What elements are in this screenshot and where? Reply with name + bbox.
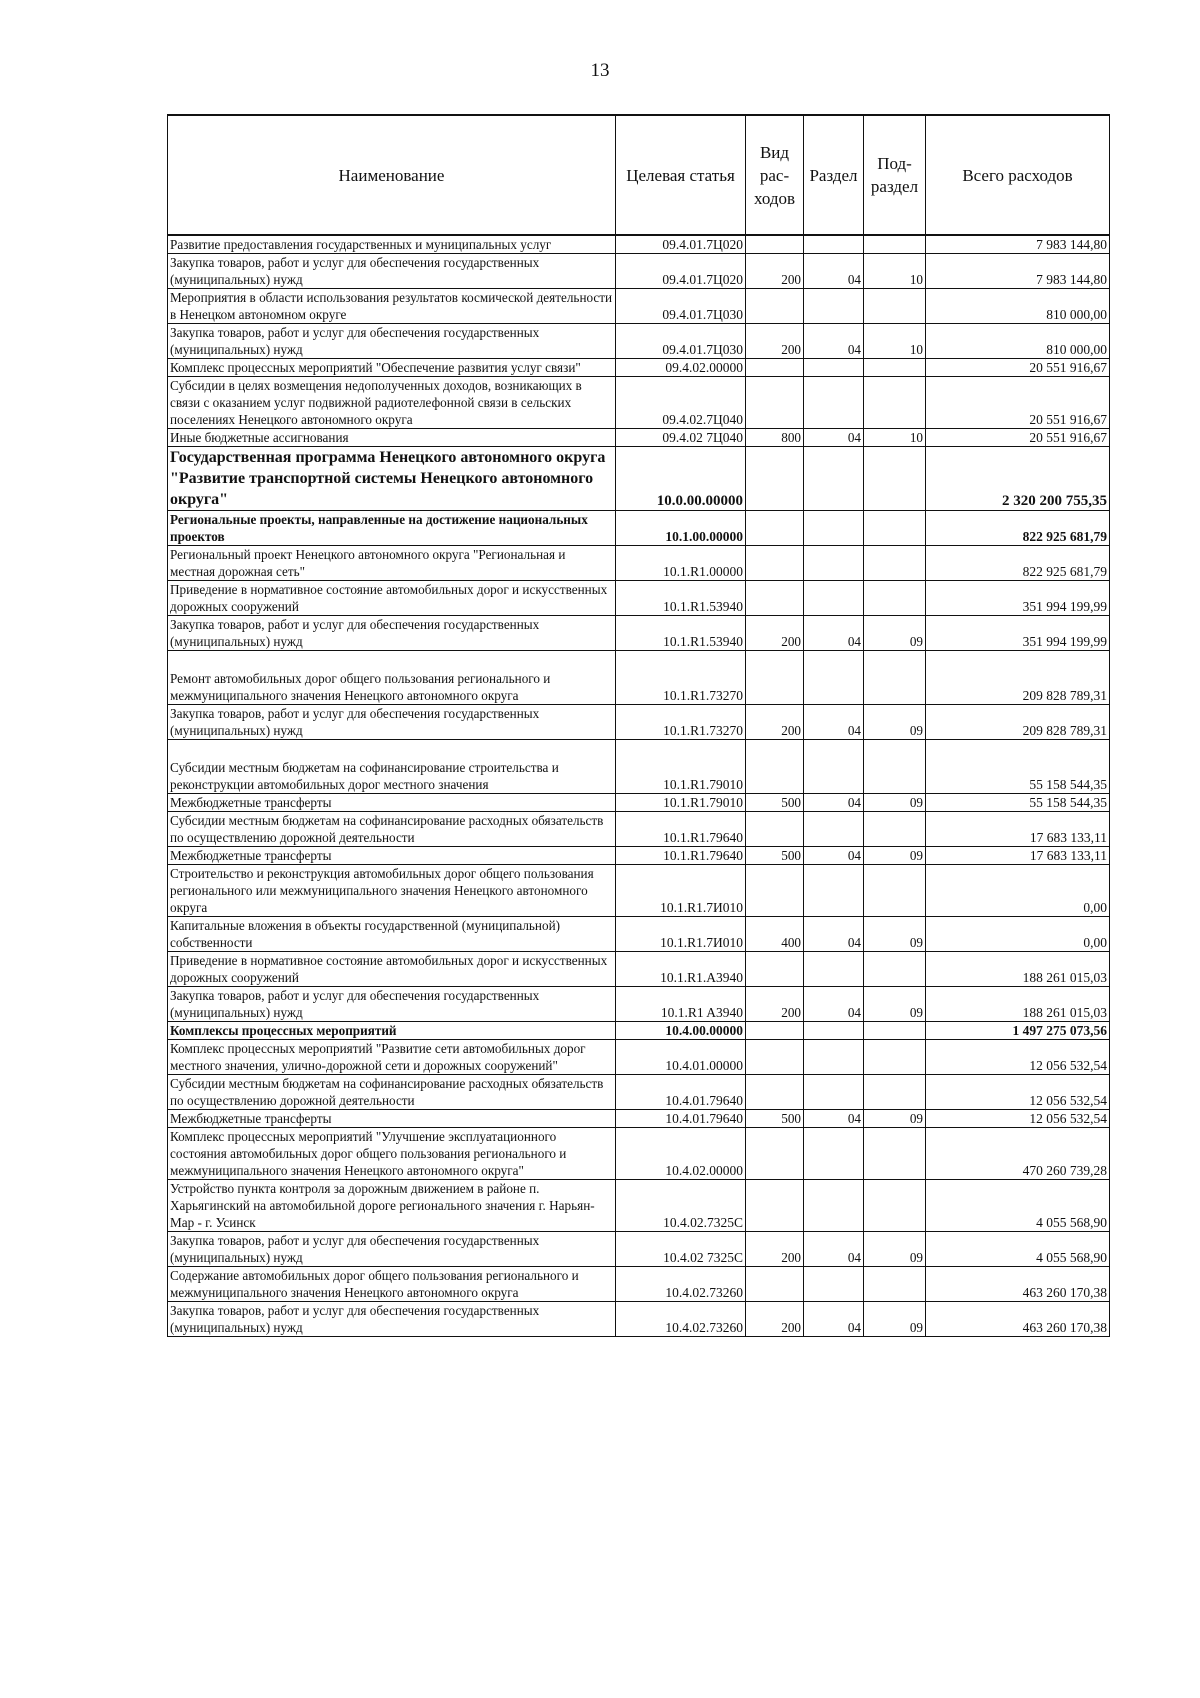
row-section <box>804 359 864 377</box>
header-section: Раздел <box>804 115 864 235</box>
row-total: 20 551 916,67 <box>926 429 1110 447</box>
row-expense-type: 200 <box>746 1302 804 1337</box>
row-name: Комплекс процессных мероприятий "Обеспечение развития услуг связи" <box>168 359 616 377</box>
row-section <box>804 1040 864 1075</box>
row-expense-type <box>746 1022 804 1040</box>
row-target-code: 10.1.R1.73270 <box>616 651 746 705</box>
row-section <box>804 812 864 847</box>
row-target-code: 10.1.R1.79010 <box>616 740 746 794</box>
row-subsection: 09 <box>864 917 926 952</box>
row-section: 04 <box>804 917 864 952</box>
row-name: Комплекс процессных мероприятий "Развитие сети автомобильных дорог местного значения, улично-дорожной сети и дорожных сооружений" <box>168 1040 616 1075</box>
row-expense-type: 400 <box>746 917 804 952</box>
row-name: Комплекс процессных мероприятий "Улучшение эксплуатационного состояния автомобильных дорог общего пользования регионального и межмуниципального значения Ненецкого автономного округа" <box>168 1128 616 1180</box>
table-row <box>168 917 1110 952</box>
table-row <box>168 740 1110 794</box>
row-subsection <box>864 740 926 794</box>
row-expense-type <box>746 1075 804 1110</box>
row-total: 0,00 <box>926 865 1110 917</box>
row-target-code: 10.0.00.00000 <box>616 447 746 511</box>
row-expense-type: 200 <box>746 705 804 740</box>
table-row <box>168 359 1110 377</box>
row-section <box>804 546 864 581</box>
table-row <box>168 952 1110 987</box>
row-subsection <box>864 865 926 917</box>
row-subsection <box>864 377 926 429</box>
row-expense-type <box>746 740 804 794</box>
row-expense-type: 200 <box>746 987 804 1022</box>
table-row <box>168 987 1110 1022</box>
row-target-code: 10.1.00.00000 <box>616 511 746 546</box>
row-expense-type <box>746 546 804 581</box>
page-number: 13 <box>590 60 610 81</box>
row-subsection: 09 <box>864 987 926 1022</box>
row-target-code: 10.4.00.00000 <box>616 1022 746 1040</box>
row-name: Мероприятия в области использования результатов космической деятельности в Ненецком автономном округе <box>168 289 616 324</box>
header-total: Всего расходов <box>926 115 1110 235</box>
row-section: 04 <box>804 1302 864 1337</box>
row-target-code: 10.1.R1.7И010 <box>616 865 746 917</box>
row-name: Содержание автомобильных дорог общего пользования регионального и межмуниципального значения Ненецкого автономного округа <box>168 1267 616 1302</box>
table-row <box>168 865 1110 917</box>
row-section <box>804 651 864 705</box>
row-name: Приведение в нормативное состояние автомобильных дорог и искусственных дорожных сооружений <box>168 581 616 616</box>
row-subsection <box>864 1128 926 1180</box>
row-total: 188 261 015,03 <box>926 952 1110 987</box>
row-expense-type: 200 <box>746 616 804 651</box>
row-expense-type: 800 <box>746 429 804 447</box>
row-subsection: 09 <box>864 847 926 865</box>
row-target-code: 09.4.02.7Ц040 <box>616 377 746 429</box>
row-name: Региональный проект Ненецкого автономного округа "Региональная и местная дорожная сеть" <box>168 546 616 581</box>
row-total: 470 260 739,28 <box>926 1128 1110 1180</box>
row-target-code: 10.1.R1.53940 <box>616 581 746 616</box>
row-name: Развитие предоставления государственных и муниципальных услуг <box>168 235 616 254</box>
row-total: 0,00 <box>926 917 1110 952</box>
row-expense-type <box>746 511 804 546</box>
row-subsection <box>864 812 926 847</box>
row-target-code: 10.1.R1.79640 <box>616 847 746 865</box>
row-total: 12 056 532,54 <box>926 1040 1110 1075</box>
row-target-code: 10.4.01.79640 <box>616 1075 746 1110</box>
header-name: Наименование <box>168 115 616 235</box>
row-subsection: 10 <box>864 254 926 289</box>
row-total: 822 925 681,79 <box>926 546 1110 581</box>
row-target-code: 09.4.02.00000 <box>616 359 746 377</box>
row-section: 04 <box>804 1232 864 1267</box>
row-section <box>804 289 864 324</box>
row-section <box>804 447 864 511</box>
row-subsection: 09 <box>864 616 926 651</box>
row-name: Ремонт автомобильных дорог общего пользования регионального и межмуниципального значения Ненецкого автономного округа <box>168 651 616 705</box>
row-subsection: 09 <box>864 1110 926 1128</box>
row-target-code: 10.1.R1.79640 <box>616 812 746 847</box>
header-subsection: Под- раздел <box>864 115 926 235</box>
row-total: 55 158 544,35 <box>926 740 1110 794</box>
table-row <box>168 812 1110 847</box>
table-row <box>168 581 1110 616</box>
table-row <box>168 1110 1110 1128</box>
row-total: 463 260 170,38 <box>926 1267 1110 1302</box>
row-name: Комплексы процессных мероприятий <box>168 1022 616 1040</box>
row-expense-type <box>746 359 804 377</box>
row-name: Устройство пункта контроля за дорожным движением в районе п. Харьягинский на автомобильной дороге регионального значения г. Нарьян-Мар - г. Усинск <box>168 1180 616 1232</box>
table-row <box>168 847 1110 865</box>
row-section <box>804 581 864 616</box>
row-total: 351 994 199,99 <box>926 616 1110 651</box>
table-body <box>168 235 1110 1337</box>
row-expense-type <box>746 235 804 254</box>
row-total: 209 828 789,31 <box>926 705 1110 740</box>
row-target-code: 10.4.02.00000 <box>616 1128 746 1180</box>
row-name: Закупка товаров, работ и услуг для обеспечения государственных (муниципальных) нужд <box>168 254 616 289</box>
row-total: 20 551 916,67 <box>926 377 1110 429</box>
row-expense-type <box>746 1267 804 1302</box>
row-total: 810 000,00 <box>926 289 1110 324</box>
row-subsection: 10 <box>864 324 926 359</box>
table-row <box>168 1128 1110 1180</box>
row-target-code: 10.1.R1.A3940 <box>616 952 746 987</box>
row-name: Субсидии местным бюджетам на софинансирование расходных обязательств по осуществлению дорожной деятельности <box>168 812 616 847</box>
row-name: Субсидии в целях возмещения недополученных доходов, возникающих в связи с оказанием услуг подвижной радиотелефонной связи в сельских поселениях Ненецкого автономного округа <box>168 377 616 429</box>
row-section <box>804 1180 864 1232</box>
row-section: 04 <box>804 616 864 651</box>
row-subsection <box>864 1267 926 1302</box>
row-section <box>804 511 864 546</box>
row-total: 4 055 568,90 <box>926 1232 1110 1267</box>
row-target-code: 10.4.02.73260 <box>616 1302 746 1337</box>
table-header <box>168 115 1110 235</box>
table-row <box>168 289 1110 324</box>
table-row <box>168 254 1110 289</box>
table-row <box>168 511 1110 546</box>
row-target-code: 10.4.01.00000 <box>616 1040 746 1075</box>
table-row <box>168 1075 1110 1110</box>
row-expense-type <box>746 447 804 511</box>
row-section: 04 <box>804 794 864 812</box>
row-target-code: 10.1.R1.79010 <box>616 794 746 812</box>
row-total: 2 320 200 755,35 <box>926 447 1110 511</box>
table-row <box>168 1022 1110 1040</box>
row-section: 04 <box>804 429 864 447</box>
row-subsection: 09 <box>864 705 926 740</box>
row-expense-type <box>746 1180 804 1232</box>
table-row <box>168 1232 1110 1267</box>
row-target-code: 10.1.R1.7И010 <box>616 917 746 952</box>
row-name: Иные бюджетные ассигнования <box>168 429 616 447</box>
row-total: 17 683 133,11 <box>926 812 1110 847</box>
table-row <box>168 651 1110 705</box>
row-section <box>804 235 864 254</box>
row-expense-type: 500 <box>746 1110 804 1128</box>
row-target-code: 10.4.02.7325С <box>616 1180 746 1232</box>
row-section: 04 <box>804 254 864 289</box>
row-subsection <box>864 289 926 324</box>
row-subsection <box>864 1040 926 1075</box>
row-expense-type <box>746 952 804 987</box>
row-section <box>804 740 864 794</box>
row-target-code: 09.4.01.7Ц020 <box>616 254 746 289</box>
budget-table-container <box>167 114 1109 1337</box>
row-target-code: 09.4.01.7Ц030 <box>616 324 746 359</box>
row-total: 12 056 532,54 <box>926 1110 1110 1128</box>
row-section: 04 <box>804 847 864 865</box>
row-target-code: 09.4.02 7Ц040 <box>616 429 746 447</box>
row-expense-type <box>746 651 804 705</box>
row-target-code: 09.4.01.7Ц030 <box>616 289 746 324</box>
table-row <box>168 1180 1110 1232</box>
row-name: Государственная программа Ненецкого автономного округа "Развитие транспортной системы Ненецкого автономного округа" <box>168 447 616 511</box>
row-expense-type: 500 <box>746 847 804 865</box>
row-total: 20 551 916,67 <box>926 359 1110 377</box>
row-name: Капитальные вложения в объекты государственной (муниципальной) собственности <box>168 917 616 952</box>
row-total: 17 683 133,11 <box>926 847 1110 865</box>
row-total: 1 497 275 073,56 <box>926 1022 1110 1040</box>
row-name: Межбюджетные трансферты <box>168 847 616 865</box>
table-row <box>168 705 1110 740</box>
header-row <box>168 115 1110 235</box>
budget-table <box>167 114 1110 1337</box>
row-expense-type: 500 <box>746 794 804 812</box>
row-total: 12 056 532,54 <box>926 1075 1110 1110</box>
row-subsection <box>864 1180 926 1232</box>
row-expense-type <box>746 581 804 616</box>
table-row <box>168 794 1110 812</box>
row-section <box>804 377 864 429</box>
row-expense-type: 200 <box>746 254 804 289</box>
header-expense-type: Вид рас- ходов <box>746 115 804 235</box>
row-expense-type: 200 <box>746 324 804 359</box>
row-subsection <box>864 581 926 616</box>
row-name: Приведение в нормативное состояние автомобильных дорог и искусственных дорожных сооружений <box>168 952 616 987</box>
row-total: 55 158 544,35 <box>926 794 1110 812</box>
row-target-code: 10.4.01.79640 <box>616 1110 746 1128</box>
row-section <box>804 1267 864 1302</box>
row-target-code: 10.1.R1 A3940 <box>616 987 746 1022</box>
table-row <box>168 1267 1110 1302</box>
row-name: Закупка товаров, работ и услуг для обеспечения государственных (муниципальных) нужд <box>168 705 616 740</box>
row-target-code: 10.1.R1.00000 <box>616 546 746 581</box>
table-row <box>168 377 1110 429</box>
row-subsection <box>864 359 926 377</box>
row-name: Закупка товаров, работ и услуг для обеспечения государственных (муниципальных) нужд <box>168 1232 616 1267</box>
row-subsection <box>864 952 926 987</box>
row-subsection: 09 <box>864 794 926 812</box>
row-section: 04 <box>804 987 864 1022</box>
table-row <box>168 616 1110 651</box>
row-expense-type <box>746 865 804 917</box>
table-row <box>168 1302 1110 1337</box>
row-total: 4 055 568,90 <box>926 1180 1110 1232</box>
row-total: 822 925 681,79 <box>926 511 1110 546</box>
row-target-code: 10.4.02.73260 <box>616 1267 746 1302</box>
row-subsection: 09 <box>864 1232 926 1267</box>
table-row <box>168 429 1110 447</box>
row-section <box>804 1075 864 1110</box>
row-expense-type <box>746 812 804 847</box>
row-expense-type <box>746 289 804 324</box>
row-section <box>804 952 864 987</box>
row-total: 810 000,00 <box>926 324 1110 359</box>
row-subsection <box>864 546 926 581</box>
row-name: Закупка товаров, работ и услуг для обеспечения государственных (муниципальных) нужд <box>168 1302 616 1337</box>
row-section <box>804 1022 864 1040</box>
row-total: 7 983 144,80 <box>926 235 1110 254</box>
row-name: Закупка товаров, работ и услуг для обеспечения государственных (муниципальных) нужд <box>168 616 616 651</box>
row-subsection: 09 <box>864 1302 926 1337</box>
row-total: 7 983 144,80 <box>926 254 1110 289</box>
row-section: 04 <box>804 324 864 359</box>
row-name: Межбюджетные трансферты <box>168 794 616 812</box>
row-name: Строительство и реконструкция автомобильных дорог общего пользования регионального или межмуниципального значения Ненецкого автономного округа <box>168 865 616 917</box>
row-subsection: 10 <box>864 429 926 447</box>
row-expense-type <box>746 377 804 429</box>
row-section <box>804 1128 864 1180</box>
row-total: 463 260 170,38 <box>926 1302 1110 1337</box>
row-target-code: 09.4.01.7Ц020 <box>616 235 746 254</box>
row-subsection <box>864 511 926 546</box>
table-row <box>168 235 1110 254</box>
row-name: Субсидии местным бюджетам на софинансирование строительства и реконструкции автомобильных дорог местного значения <box>168 740 616 794</box>
row-section: 04 <box>804 705 864 740</box>
table-row <box>168 324 1110 359</box>
row-expense-type: 200 <box>746 1232 804 1267</box>
row-expense-type <box>746 1040 804 1075</box>
row-name: Закупка товаров, работ и услуг для обеспечения государственных (муниципальных) нужд <box>168 324 616 359</box>
row-section: 04 <box>804 1110 864 1128</box>
row-subsection <box>864 1022 926 1040</box>
row-name: Закупка товаров, работ и услуг для обеспечения государственных (муниципальных) нужд <box>168 987 616 1022</box>
row-name: Субсидии местным бюджетам на софинансирование расходных обязательств по осуществлению дорожной деятельности <box>168 1075 616 1110</box>
table-row <box>168 447 1110 511</box>
row-subsection <box>864 651 926 705</box>
row-subsection <box>864 447 926 511</box>
row-total: 209 828 789,31 <box>926 651 1110 705</box>
row-name: Межбюджетные трансферты <box>168 1110 616 1128</box>
row-total: 351 994 199,99 <box>926 581 1110 616</box>
row-subsection <box>864 235 926 254</box>
row-expense-type <box>746 1128 804 1180</box>
row-target-code: 10.4.02 7325С <box>616 1232 746 1267</box>
row-target-code: 10.1.R1.73270 <box>616 705 746 740</box>
row-target-code: 10.1.R1.53940 <box>616 616 746 651</box>
table-row <box>168 546 1110 581</box>
table-row <box>168 1040 1110 1075</box>
row-section <box>804 865 864 917</box>
row-subsection <box>864 1075 926 1110</box>
row-total: 188 261 015,03 <box>926 987 1110 1022</box>
row-name: Региональные проекты, направленные на достижение национальных проектов <box>168 511 616 546</box>
header-target: Целевая статья <box>616 115 746 235</box>
